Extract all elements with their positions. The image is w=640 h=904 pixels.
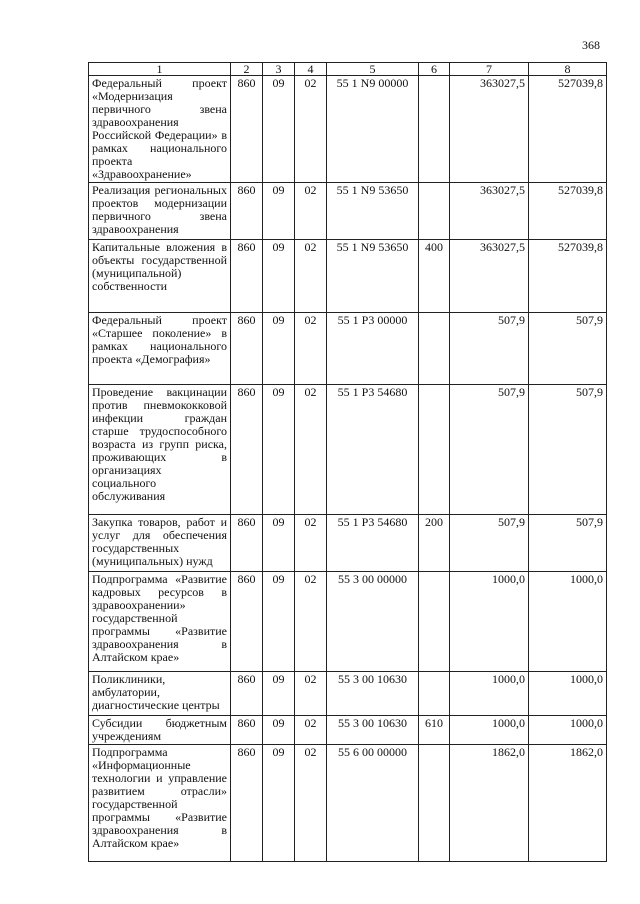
amount-col8-cell: 507,9 (529, 515, 607, 572)
row-name-cell: Подпрограмма «Информационные технологии и управление развитием отрасли» государственной программы «Развитие здравоохранения в Алтайском крае» (89, 745, 231, 862)
table-row (89, 313, 607, 385)
row-name-cell: Подпрограмма «Развитие кадровых ресурсов в здравоохранении» государственной программы «Развитие здравоохранения в Алтайском крае» (89, 572, 231, 672)
amount-col7-cell: 1000,0 (450, 716, 529, 745)
amount-col7-cell: 1000,0 (450, 572, 529, 672)
amount-col7-cell: 507,9 (450, 385, 529, 515)
expense-type-cell (419, 183, 450, 240)
section-cell: 09 (263, 515, 295, 572)
table-row (89, 385, 607, 515)
subsection-cell: 02 (295, 76, 327, 183)
section-cell: 09 (263, 183, 295, 240)
row-name-cell: Закупка товаров, работ и услуг для обеспечения государственных (муниципальных) нужд (89, 515, 231, 572)
budget-table (88, 62, 607, 862)
admin-code-cell: 860 (231, 385, 263, 515)
table-row (89, 76, 607, 183)
page-number: 368 (582, 38, 600, 52)
expense-type-cell: 200 (419, 515, 450, 572)
table-row (89, 515, 607, 572)
section-cell: 09 (263, 76, 295, 183)
subsection-cell: 02 (295, 572, 327, 672)
admin-code-cell: 860 (231, 76, 263, 183)
expense-type-cell (419, 313, 450, 385)
row-name-cell: Реализация региональных проектов модернизации первичного звена здравоохранения (89, 183, 231, 240)
admin-code-cell: 860 (231, 572, 263, 672)
target-article-cell: 55 1 P3 54680 (327, 515, 419, 572)
table-row (89, 183, 607, 240)
target-article-cell: 55 3 00 00000 (327, 572, 419, 672)
subsection-cell: 02 (295, 183, 327, 240)
section-cell: 09 (263, 572, 295, 672)
section-cell: 09 (263, 313, 295, 385)
expense-type-cell (419, 745, 450, 862)
column-header: 8 (529, 63, 607, 76)
column-header: 6 (419, 63, 450, 76)
amount-col8-cell: 527039,8 (529, 183, 607, 240)
amount-col7-cell: 363027,5 (450, 240, 529, 313)
subsection-cell: 02 (295, 240, 327, 313)
amount-col7-cell: 363027,5 (450, 76, 529, 183)
section-cell: 09 (263, 385, 295, 515)
column-header: 1 (89, 63, 231, 76)
table-row (89, 240, 607, 313)
subsection-cell: 02 (295, 313, 327, 385)
amount-col7-cell: 507,9 (450, 515, 529, 572)
table-row (89, 745, 607, 862)
expense-type-cell (419, 672, 450, 716)
amount-col8-cell: 507,9 (529, 385, 607, 515)
target-article-cell: 55 3 00 10630 (327, 716, 419, 745)
column-header: 5 (327, 63, 419, 76)
amount-col8-cell: 1000,0 (529, 672, 607, 716)
admin-code-cell: 860 (231, 716, 263, 745)
column-header: 7 (450, 63, 529, 76)
admin-code-cell: 860 (231, 313, 263, 385)
section-cell: 09 (263, 716, 295, 745)
amount-col8-cell: 1000,0 (529, 572, 607, 672)
column-header: 3 (263, 63, 295, 76)
target-article-cell: 55 1 P3 00000 (327, 313, 419, 385)
amount-col7-cell: 1862,0 (450, 745, 529, 862)
subsection-cell: 02 (295, 385, 327, 515)
expense-type-cell (419, 572, 450, 672)
amount-col7-cell: 1000,0 (450, 672, 529, 716)
row-name-cell: Проведение вакцинации против пневмококковой инфекции граждан старше трудоспособного возраста из групп риска, проживающих в организациях социального обслуживания (89, 385, 231, 515)
expense-type-cell (419, 76, 450, 183)
target-article-cell: 55 1 P3 54680 (327, 385, 419, 515)
target-article-cell: 55 1 N9 53650 (327, 240, 419, 313)
section-cell: 09 (263, 240, 295, 313)
amount-col8-cell: 1000,0 (529, 716, 607, 745)
subsection-cell: 02 (295, 515, 327, 572)
column-header: 2 (231, 63, 263, 76)
row-name-cell: Капитальные вложения в объекты государственной (муниципальной) собственности (89, 240, 231, 313)
target-article-cell: 55 6 00 00000 (327, 745, 419, 862)
table-row (89, 572, 607, 672)
row-name-cell: Федеральный проект «Модернизация первичного звена здравоохранения Российской Федерации» в рамках национального проекта «Здравоохранение» (89, 76, 231, 183)
table-row (89, 716, 607, 745)
amount-col8-cell: 507,9 (529, 313, 607, 385)
target-article-cell: 55 1 N9 00000 (327, 76, 419, 183)
admin-code-cell: 860 (231, 745, 263, 862)
subsection-cell: 02 (295, 716, 327, 745)
subsection-cell: 02 (295, 672, 327, 716)
subsection-cell: 02 (295, 745, 327, 862)
amount-col7-cell: 507,9 (450, 313, 529, 385)
section-cell: 09 (263, 745, 295, 862)
column-header: 4 (295, 63, 327, 76)
target-article-cell: 55 1 N9 53650 (327, 183, 419, 240)
row-name-cell: Федеральный проект «Старшее поколение» в рамках национального проекта «Демография» (89, 313, 231, 385)
table-row (89, 672, 607, 716)
admin-code-cell: 860 (231, 183, 263, 240)
admin-code-cell: 860 (231, 240, 263, 313)
section-cell: 09 (263, 672, 295, 716)
expense-type-cell: 400 (419, 240, 450, 313)
admin-code-cell: 860 (231, 672, 263, 716)
amount-col8-cell: 527039,8 (529, 240, 607, 313)
target-article-cell: 55 3 00 10630 (327, 672, 419, 716)
table-header-row (89, 63, 607, 76)
expense-type-cell: 610 (419, 716, 450, 745)
row-name-cell: Поликлиники, амбулатории, диагностические центры (89, 672, 231, 716)
amount-col7-cell: 363027,5 (450, 183, 529, 240)
expense-type-cell (419, 385, 450, 515)
amount-col8-cell: 1862,0 (529, 745, 607, 862)
amount-col8-cell: 527039,8 (529, 76, 607, 183)
row-name-cell: Субсидии бюджетным учреждениям (89, 716, 231, 745)
admin-code-cell: 860 (231, 515, 263, 572)
